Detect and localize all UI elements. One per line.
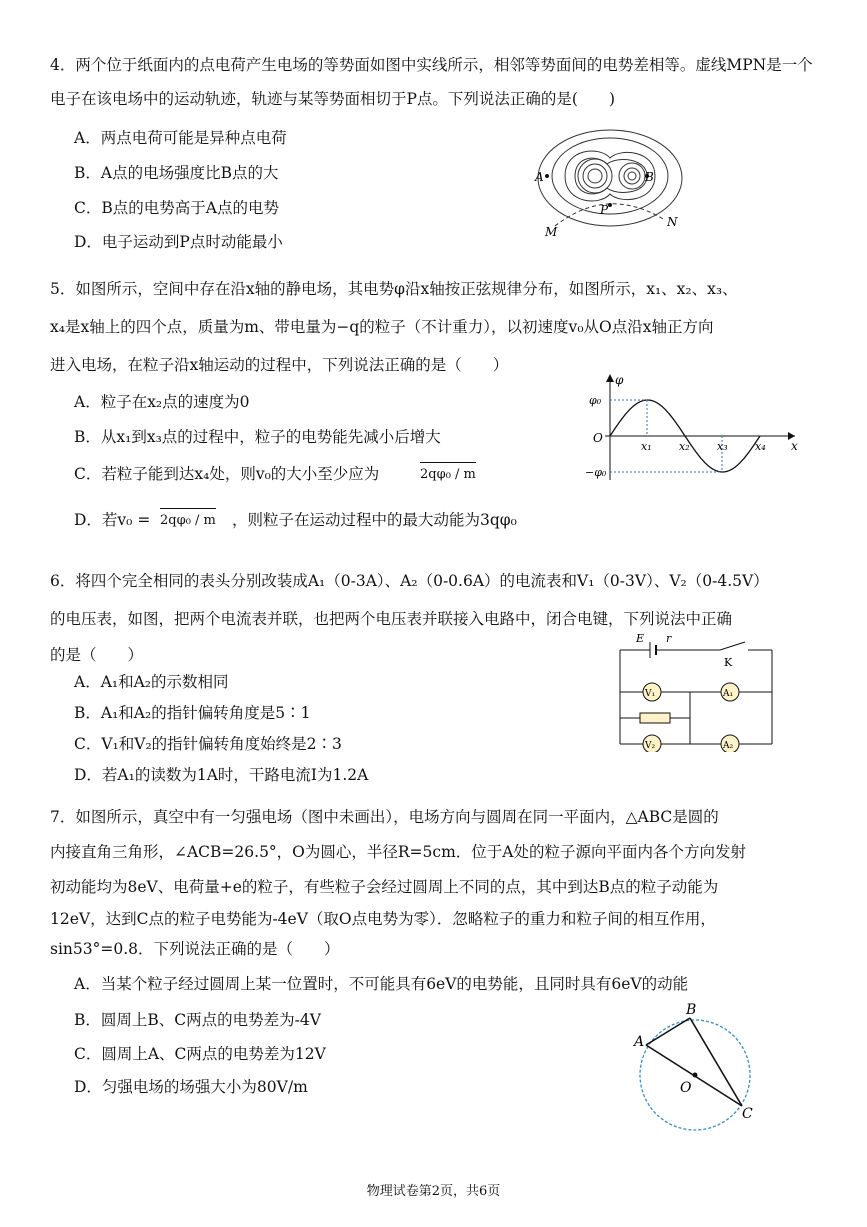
page-footer: 物理试卷第2页，共6页	[366, 1184, 501, 1199]
q4-option-c: C．B点的电势高于A点的电势	[74, 199, 279, 217]
q7-stem-line2: 内接直角三角形，∠ACB=26.5°，O为圆心，半径R=5cm．位于A处的粒子源向平面内各个方向发射	[50, 843, 746, 861]
q7-label-b: B	[686, 1002, 697, 1018]
q5-stem-line3: 进入电场，在粒子沿x轴运动的过程中，下列说法正确的是（ ）	[50, 356, 509, 374]
q6-stem-line3: 的是（ ）	[50, 646, 144, 664]
q5-label-x: x	[791, 439, 798, 453]
q5-label-o: O	[593, 431, 603, 445]
q6-label-r: r	[666, 632, 672, 645]
q7-label-o: O	[680, 1080, 692, 1096]
q4-label-n: N	[667, 215, 678, 229]
q7-option-d: D．匀强电场的场强大小为80V/m	[74, 1078, 308, 1096]
q4-option-d: D．电子运动到P点时动能最小	[74, 233, 283, 251]
q6-option-c: C．V₁和V₂的指针偏转角度始终是2∶3	[74, 735, 342, 753]
q5-label-phi: φ	[615, 373, 624, 387]
q4-label-b: B	[645, 170, 654, 184]
q5-option-d-sqrt: 2qφ₀ / m	[160, 508, 216, 533]
q5-label-phi0: φ₀	[589, 394, 602, 407]
q4-option-a: A．两点电荷可能是异种点电荷	[74, 129, 287, 147]
q5-label-x2: x₂	[679, 440, 690, 453]
q7-label-a: A	[634, 1034, 645, 1050]
q6-label-v2: V₂	[645, 741, 656, 751]
q5-option-c-sqrt: 2qφ₀ / m	[420, 462, 476, 487]
q6-label-k: K	[724, 656, 733, 669]
q7-stem-line1: 7．如图所示，真空中有一匀强电场（图中未画出），电场方向与圆周在同一平面内，△ABC是圆的	[50, 808, 719, 826]
q4-label-a: A	[535, 170, 544, 184]
q6-stem-line1: 6．将四个完全相同的表头分别改装成A₁（0-3A）、A₂（0-0.6A）的电流表和V₁（0-3V）、V₂（0-4.5V）	[50, 572, 769, 590]
q7-option-b: B．圆周上B、C两点的电势差为-4V	[74, 1011, 321, 1029]
q6-label-a2: A₂	[723, 741, 734, 751]
q5-label-x1: x₁	[641, 440, 652, 453]
q4-label-p: P	[600, 203, 609, 217]
q4-stem: 4．两个位于纸面内的点电荷产生电场的等势面如图中实线所示，相邻等势面间的电势差相等。虚线MPN是一个电子在该电场中的运动轨迹，轨迹与某等势面相切于P点。下列说法正确的是( )	[50, 56, 813, 108]
q4-option-b: B．A点的电场强度比B点的大	[74, 164, 279, 182]
q7-option-a: A．当某个粒子经过圆周上某一位置时，不可能具有6eV的电势能，且同时具有6eV的动能	[74, 975, 689, 993]
q5-stem-line2: x₄是x轴上的四个点，质量为m、带电量为−q的粒子（不计重力），以初速度v₀从O点沿x轴正方向	[50, 318, 714, 336]
q5-label-x4: x₄	[755, 440, 766, 453]
q6-stem-line2: 的电压表，如图，把两个电流表并联，也把两个电压表并联接入电路中，闭合电键，下列说法中正确	[50, 610, 733, 628]
q7-stem-line4: 12eV，达到C点的粒子电势能为-4eV（取O点电势为零）．忽略粒子的重力和粒子间的相互作用，	[50, 910, 716, 928]
q7-label-c: C	[742, 1106, 753, 1122]
q6-option-a: A．A₁和A₂的示数相同	[74, 673, 229, 691]
q6-label-a1: A₁	[723, 689, 734, 699]
q6-option-d: D．若A₁的读数为1A时，干路电流I为1.2A	[74, 766, 369, 784]
q5-potential-graph	[585, 370, 810, 490]
q5-option-c: C．若粒子能到达x₄处，则v₀的大小至少应为	[74, 465, 380, 483]
q7-circle-triangle-figure	[630, 1000, 760, 1135]
q5-option-d-suffix: ，则粒子在运动过程中的最大动能为3qφ₀	[232, 511, 517, 529]
q6-label-e: E	[636, 632, 645, 645]
q5-label-neg-phi0: −φ₀	[585, 466, 607, 479]
q4-equipotential-figure	[525, 118, 695, 243]
q5-option-b: B．从x₁到x₃点的过程中，粒子的电势能先减小后增大	[74, 428, 441, 446]
q6-label-v1: V₁	[645, 689, 656, 699]
q5-option-a: A．粒子在x₂点的速度为0	[74, 393, 250, 411]
q5-option-d-prefix: D．若v₀ =	[74, 511, 151, 529]
q7-option-c: C．圆周上A、C两点的电势差为12V	[74, 1045, 326, 1063]
q7-stem-line3: 初动能均为8eV、电荷量+e的粒子，有些粒子会经过圆周上不同的点，其中到达B点的粒子动能为	[50, 878, 719, 896]
q4-label-m: M	[545, 225, 558, 239]
q5-label-x3: x₃	[717, 440, 728, 453]
q6-circuit-diagram	[610, 632, 780, 752]
q7-stem-line5: sin53°=0.8．下列说法正确的是（ ）	[50, 940, 340, 958]
q5-stem-line1: 5．如图所示，空间中存在沿x轴的静电场，其电势φ沿x轴按正弦规律分布，如图所示，x₁、x₂、x₃、	[50, 280, 738, 298]
q6-option-b: B．A₁和A₂的指针偏转角度是5∶1	[74, 704, 311, 722]
